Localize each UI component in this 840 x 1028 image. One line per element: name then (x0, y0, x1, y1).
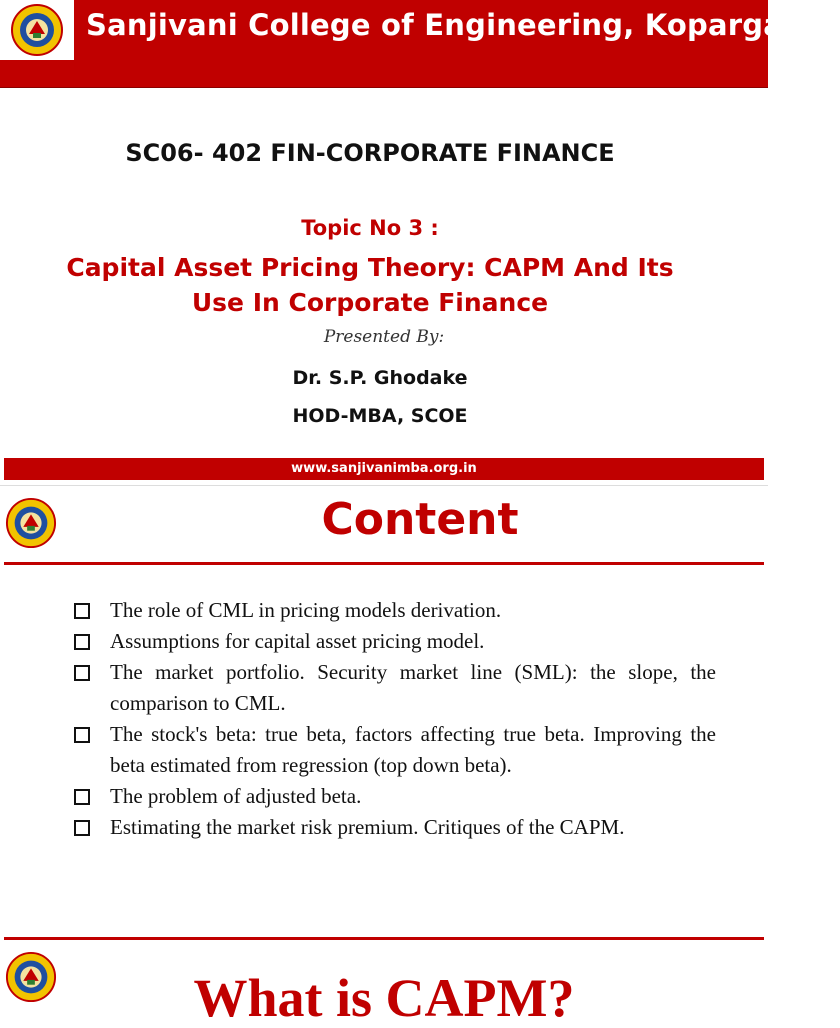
list-item: Assumptions for capital asset pricing model. (74, 626, 716, 657)
list-item: The stock's beta: true beta, factors affecting true beta. Improving the beta estimated from regression (top down beta). (74, 719, 716, 781)
checkbox-bullet-icon (74, 634, 90, 650)
list-item: Estimating the market risk premium. Critiques of the CAPM. (74, 812, 716, 843)
list-item: The role of CML in pricing models derivation. (74, 595, 716, 626)
content-heading: Content (321, 494, 519, 545)
checkbox-bullet-icon (74, 727, 90, 743)
college-logo (0, 0, 74, 60)
list-item: The market portfolio. Security market line (SML): the slope, the comparison to CML. (74, 657, 716, 719)
college-title: Sanjivani College of Engineering, Kopargaon (86, 8, 824, 42)
presenter-role: HOD-MBA, SCOE (292, 405, 468, 427)
topic-title-line: Capital Asset Pricing Theory: CAPM And Its (66, 253, 674, 282)
topic-title (0, 250, 740, 320)
checkbox-bullet-icon (74, 665, 90, 681)
topic-label: Topic No 3 : (301, 216, 439, 240)
checkbox-bullet-icon (74, 820, 90, 836)
divider (4, 562, 764, 565)
checkbox-bullet-icon (74, 603, 90, 619)
content-slide (0, 485, 768, 940)
title-slide (0, 0, 824, 485)
content-list (74, 595, 716, 843)
header-band (0, 0, 824, 88)
presenter-name: Dr. S.P. Ghodake (292, 367, 468, 389)
capm-heading: What is CAPM? (193, 968, 575, 1028)
list-item: The problem of adjusted beta. (74, 781, 716, 812)
course-title: SC06- 402 FIN-CORPORATE FINANCE (125, 139, 615, 167)
website-footer[interactable]: www.sanjivanimba.org.in (4, 458, 764, 480)
topic-title-line: Use In Corporate Finance (191, 288, 549, 317)
presented-by: Presented By: (323, 327, 445, 347)
institution-seal-icon (10, 3, 64, 57)
checkbox-bullet-icon (74, 789, 90, 805)
capm-slide (0, 940, 768, 1028)
